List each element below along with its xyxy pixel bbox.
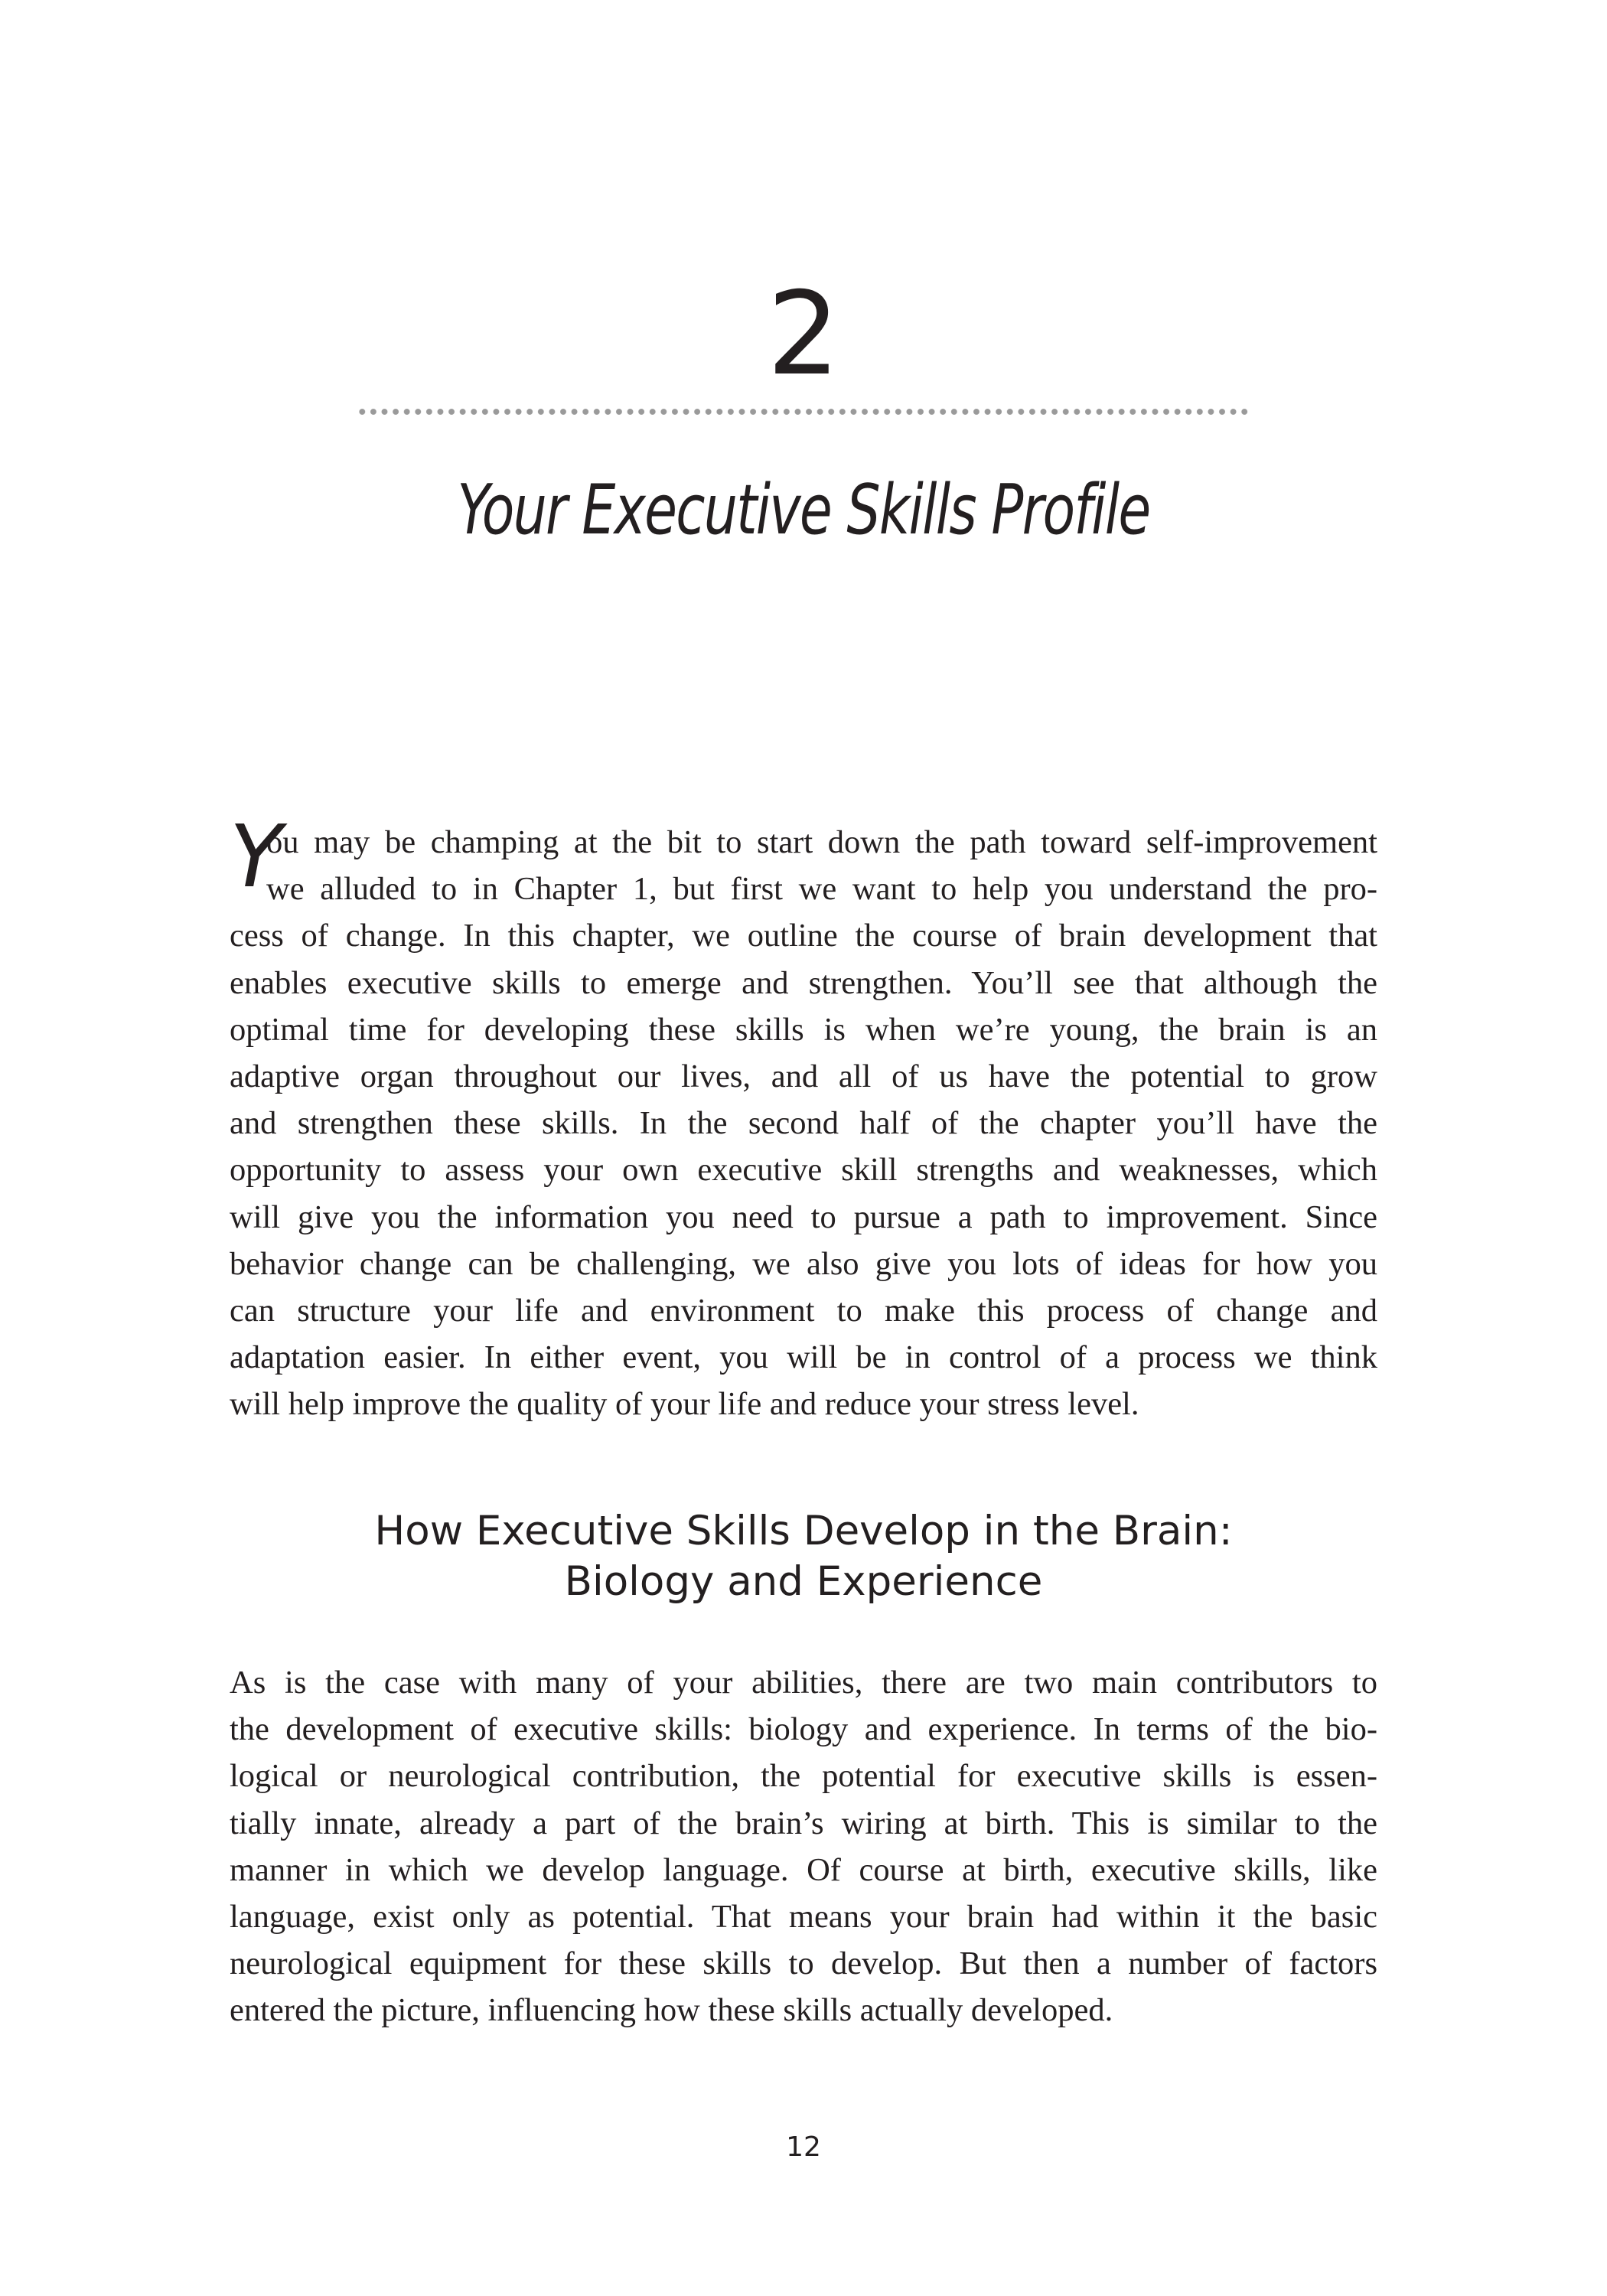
paragraph-line: cess of change. In this chapter, we outline the course of brain development that	[230, 918, 1377, 954]
paragraph-line: adaptive organ throughout our lives, and all of us have the potential to grow	[230, 1058, 1377, 1095]
paragraph-line: enables executive skills to emerge and strengthen. You’ll see that although the	[230, 964, 1377, 1001]
chapter-number: 2	[767, 268, 840, 401]
paragraph-line: behavior change can be challenging, we also give you lots of ideas for how you	[230, 1245, 1377, 1282]
paragraph-line: optimal time for developing these skills is when we’re young, the brain is an	[230, 1011, 1377, 1048]
body-paragraph	[230, 1659, 1377, 2034]
intro-paragraph	[230, 819, 1377, 1428]
paragraph-line: the development of executive skills: biology and experience. In terms of the bio-	[230, 1711, 1377, 1748]
paragraph-line: manner in which we develop language. Of course at birth, executive skills, like	[230, 1851, 1377, 1888]
paragraph-line: As is the case with many of your abilities, there are two main contributors to	[230, 1665, 1377, 1701]
section-heading-line: How Executive Skills Develop in the Brain:	[374, 1508, 1233, 1554]
chapter-title: Your Executive Skills Profile	[457, 470, 1150, 550]
paragraph-line: entered the picture, influencing how these skills actually developed.	[230, 1992, 1113, 2029]
paragraph-line: tially innate, already a part of the brain’s wiring at birth. This is similar to the	[230, 1805, 1377, 1841]
paragraph-line: neurological equipment for these skills to develop. But then a number of factors	[230, 1945, 1377, 1982]
page-number: 12	[786, 2131, 821, 2163]
dotted-divider	[357, 407, 1250, 416]
paragraph-line: opportunity to assess your own executive skill strengths and weaknesses, which	[230, 1152, 1377, 1189]
drop-cap: Y	[230, 807, 282, 907]
paragraph-line: ou may be champing at the bit to start down the path toward self-improvement	[266, 824, 1377, 860]
paragraph-line: logical or neurological contribution, the potential for executive skills is essen-	[230, 1758, 1377, 1795]
paragraph-line: will help improve the quality of your life and reduce your stress level.	[230, 1386, 1139, 1423]
paragraph-line: and strengthen these skills. In the second half of the chapter you’ll have the	[230, 1105, 1377, 1142]
section-heading	[0, 1506, 1607, 1607]
paragraph-line: can structure your life and environment to make this process of change and	[230, 1293, 1377, 1329]
section-heading-line: Biology and Experience	[564, 1558, 1043, 1605]
paragraph-line: will give you the information you need to pursue a path to improvement. Since	[230, 1199, 1377, 1235]
paragraph-line: adaptation easier. In either event, you will be in control of a process we think	[230, 1339, 1377, 1376]
paragraph-line: language, exist only as potential. That means your brain had within it the basic	[230, 1899, 1377, 1936]
paragraph-line: we alluded to in Chapter 1, but first we want to help you understand the pro-	[266, 871, 1377, 908]
